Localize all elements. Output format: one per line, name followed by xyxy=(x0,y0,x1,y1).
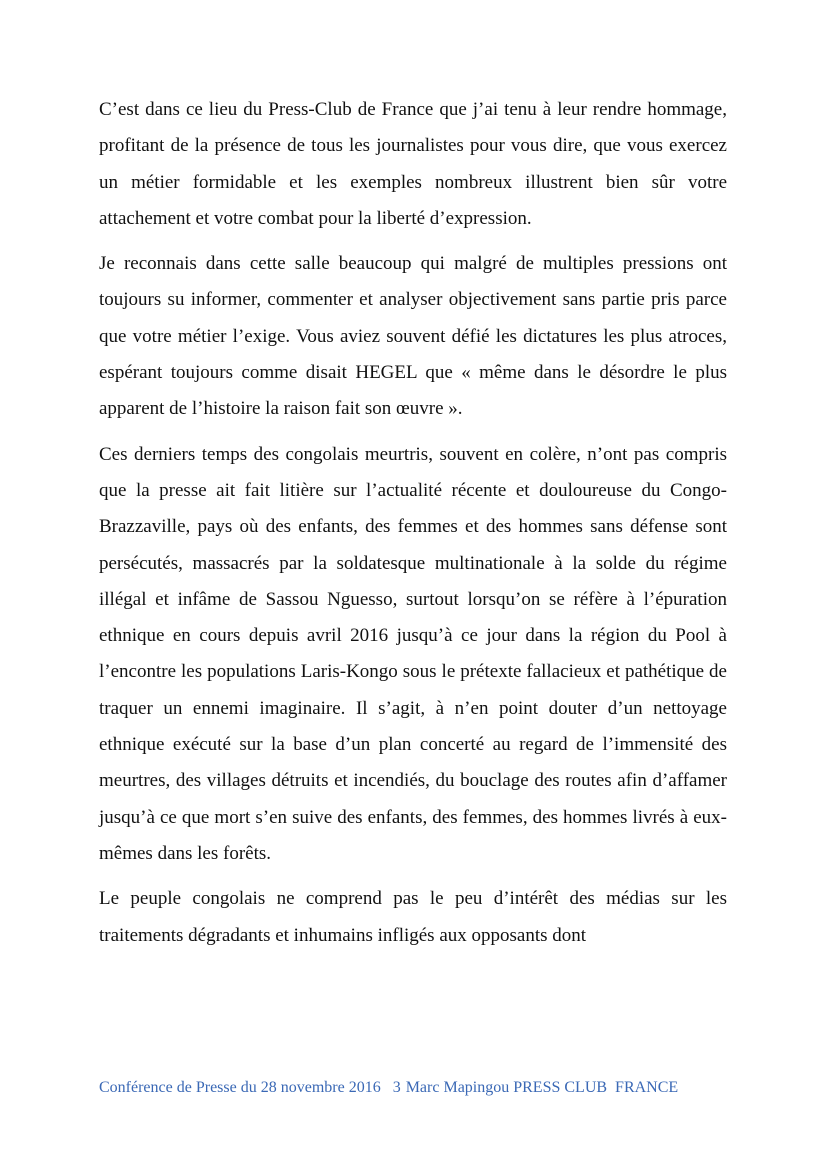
paragraph-2: Je reconnais dans cette salle beaucoup qui malgré de multiples pressions ont toujours su informer, commenter et analyser objectivement sans partie pris parce que votre métier l’exige. Vous aviez souvent défié les dictatures les plus atroces, espérant toujours comme disait HEGEL que « même dans le désordre le plus apparent de l’histoire la raison fait son œuvre ». xyxy=(99,253,727,420)
footer-author: Marc Mapingou PRESS CLUB FRANCE xyxy=(405,1079,679,1096)
paragraph-4: Le peuple congolais ne comprend pas le peu d’intérêt des médias sur les traitements dégradants et inhumains infligés aux opposants dont xyxy=(99,888,727,946)
paragraph-3: Ces derniers temps des congolais meurtris, souvent en colère, n’ont pas compris que la presse ait fait litière sur l’actualité récente et douloureuse du Congo-Brazzaville, pays où des enfants, des femmes et des hommes sans défense sont persécutés, massacrés par la soldatesque multinationale à la solde du régime illégal et infâme de Sassou Nguesso, surtout lorsqu’on se réfère à l’épuration ethnique en cours depuis avril 2016 jusqu’à ce jour dans la région du Pool à l’encontre les populations Laris-Kongo sous le prétexte fallacieux et pathétique de traquer un ennemi imaginaire. Il s’agit, à n’en point douter d’un nettoyage ethnique exécuté sur la base d’un plan concerté au regard de l’immensité des meurtres, des villages détruits et incendiés, du bouclage des routes afin d’affamer jusqu’à ce que mort s’en suive des enfants, des femmes, des hommes livrés à eux-mêmes dans les forêts. xyxy=(99,443,727,864)
page-footer xyxy=(99,1079,727,1097)
paragraph-1: C’est dans ce lieu du Press-Club de France que j’ai tenu à leur rendre hommage, profitant de la présence de tous les journalistes pour vous dire, que vous exercez un métier formidable et les exemples nombreux illustrent bien sûr votre attachement et votre combat pour la liberté d’expression. xyxy=(99,99,727,229)
document-body xyxy=(99,92,727,963)
page-number: 3 xyxy=(392,1079,401,1096)
footer-conference-title: Conférence de Presse du 28 novembre 2016 xyxy=(99,1079,381,1096)
